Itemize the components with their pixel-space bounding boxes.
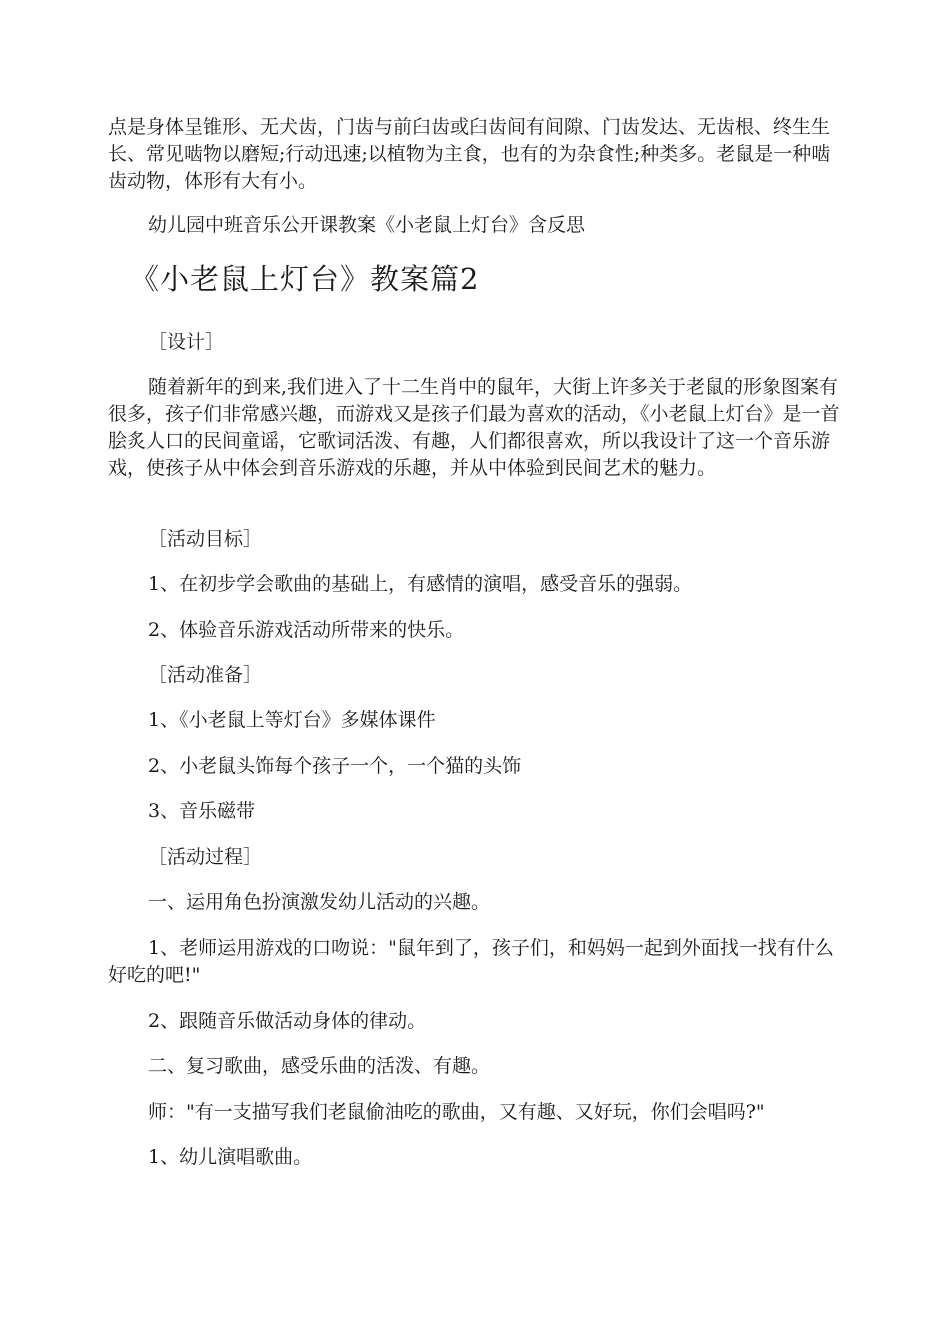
prep-item-1: 1、《小老鼠上等灯台》多媒体课件 [148, 709, 436, 731]
step-1-item-2: 2、跟随音乐做活动身体的律动。 [148, 1010, 427, 1032]
step-1-item-1: 1、老师运用游戏的口吻说："鼠年到了，孩子们，和妈妈一起到外面找一找有什么好吃的吧!" [108, 937, 834, 986]
prep-label: ［活动准备］ [148, 664, 263, 686]
goals-label: ［活动目标］ [148, 528, 263, 550]
design-label: ［设计］ [148, 331, 225, 353]
prep-item-3: 3、音乐磁带 [148, 800, 256, 822]
teacher-quote: 师："有一支描写我们老鼠偷油吃的歌曲，又有趣、又好玩，你们会唱吗?" [148, 1101, 765, 1123]
step-2-title: 二、复习歌曲，感受乐曲的活泼、有趣。 [148, 1055, 491, 1077]
prep-item-2: 2、小老鼠头饰每个孩子一个，一个猫的头饰 [148, 755, 522, 777]
section-heading: 《小老鼠上灯台》教案篇2 [130, 262, 480, 296]
design-paragraph: 随着新年的到来,我们进入了十二生肖中的鼠年，大街上许多关于老鼠的形象图案有很多，孩子们非常感兴趣，而游戏又是孩子们最为喜欢的活动，《小老鼠上灯台》是一首脍炙人口的民间童谣，它歌词活泼、有趣，人们都很喜欢，所以我设计了这一个音乐游戏，使孩子从中体会到音乐游戏的乐趣，并从中体验到民间艺术的魅力。 [108, 376, 840, 479]
intro-paragraph: 点是身体呈锥形、无犬齿，门齿与前臼齿或臼齿间有间隙、门齿发达、无齿根、终生生长、常见啮物以磨短;行动迅速;以植物为主食，也有的为杂食性;种类多。老鼠是一种啮齿动物，体形有大有小。 [108, 116, 831, 192]
goal-item-1: 1、在初步学会歌曲的基础上，有感情的演唱，感受音乐的强弱。 [148, 573, 693, 595]
process-label: ［活动过程］ [148, 846, 263, 868]
goal-item-2: 2、体验音乐游戏活动所带来的快乐。 [148, 619, 465, 641]
step-2-item-1: 1、幼儿演唱歌曲。 [148, 1146, 313, 1168]
step-1-title: 一、运用角色扮演激发幼儿活动的兴趣。 [148, 891, 491, 913]
source-title: 幼儿园中班音乐公开课教案《小老鼠上灯台》含反思 [148, 214, 586, 236]
